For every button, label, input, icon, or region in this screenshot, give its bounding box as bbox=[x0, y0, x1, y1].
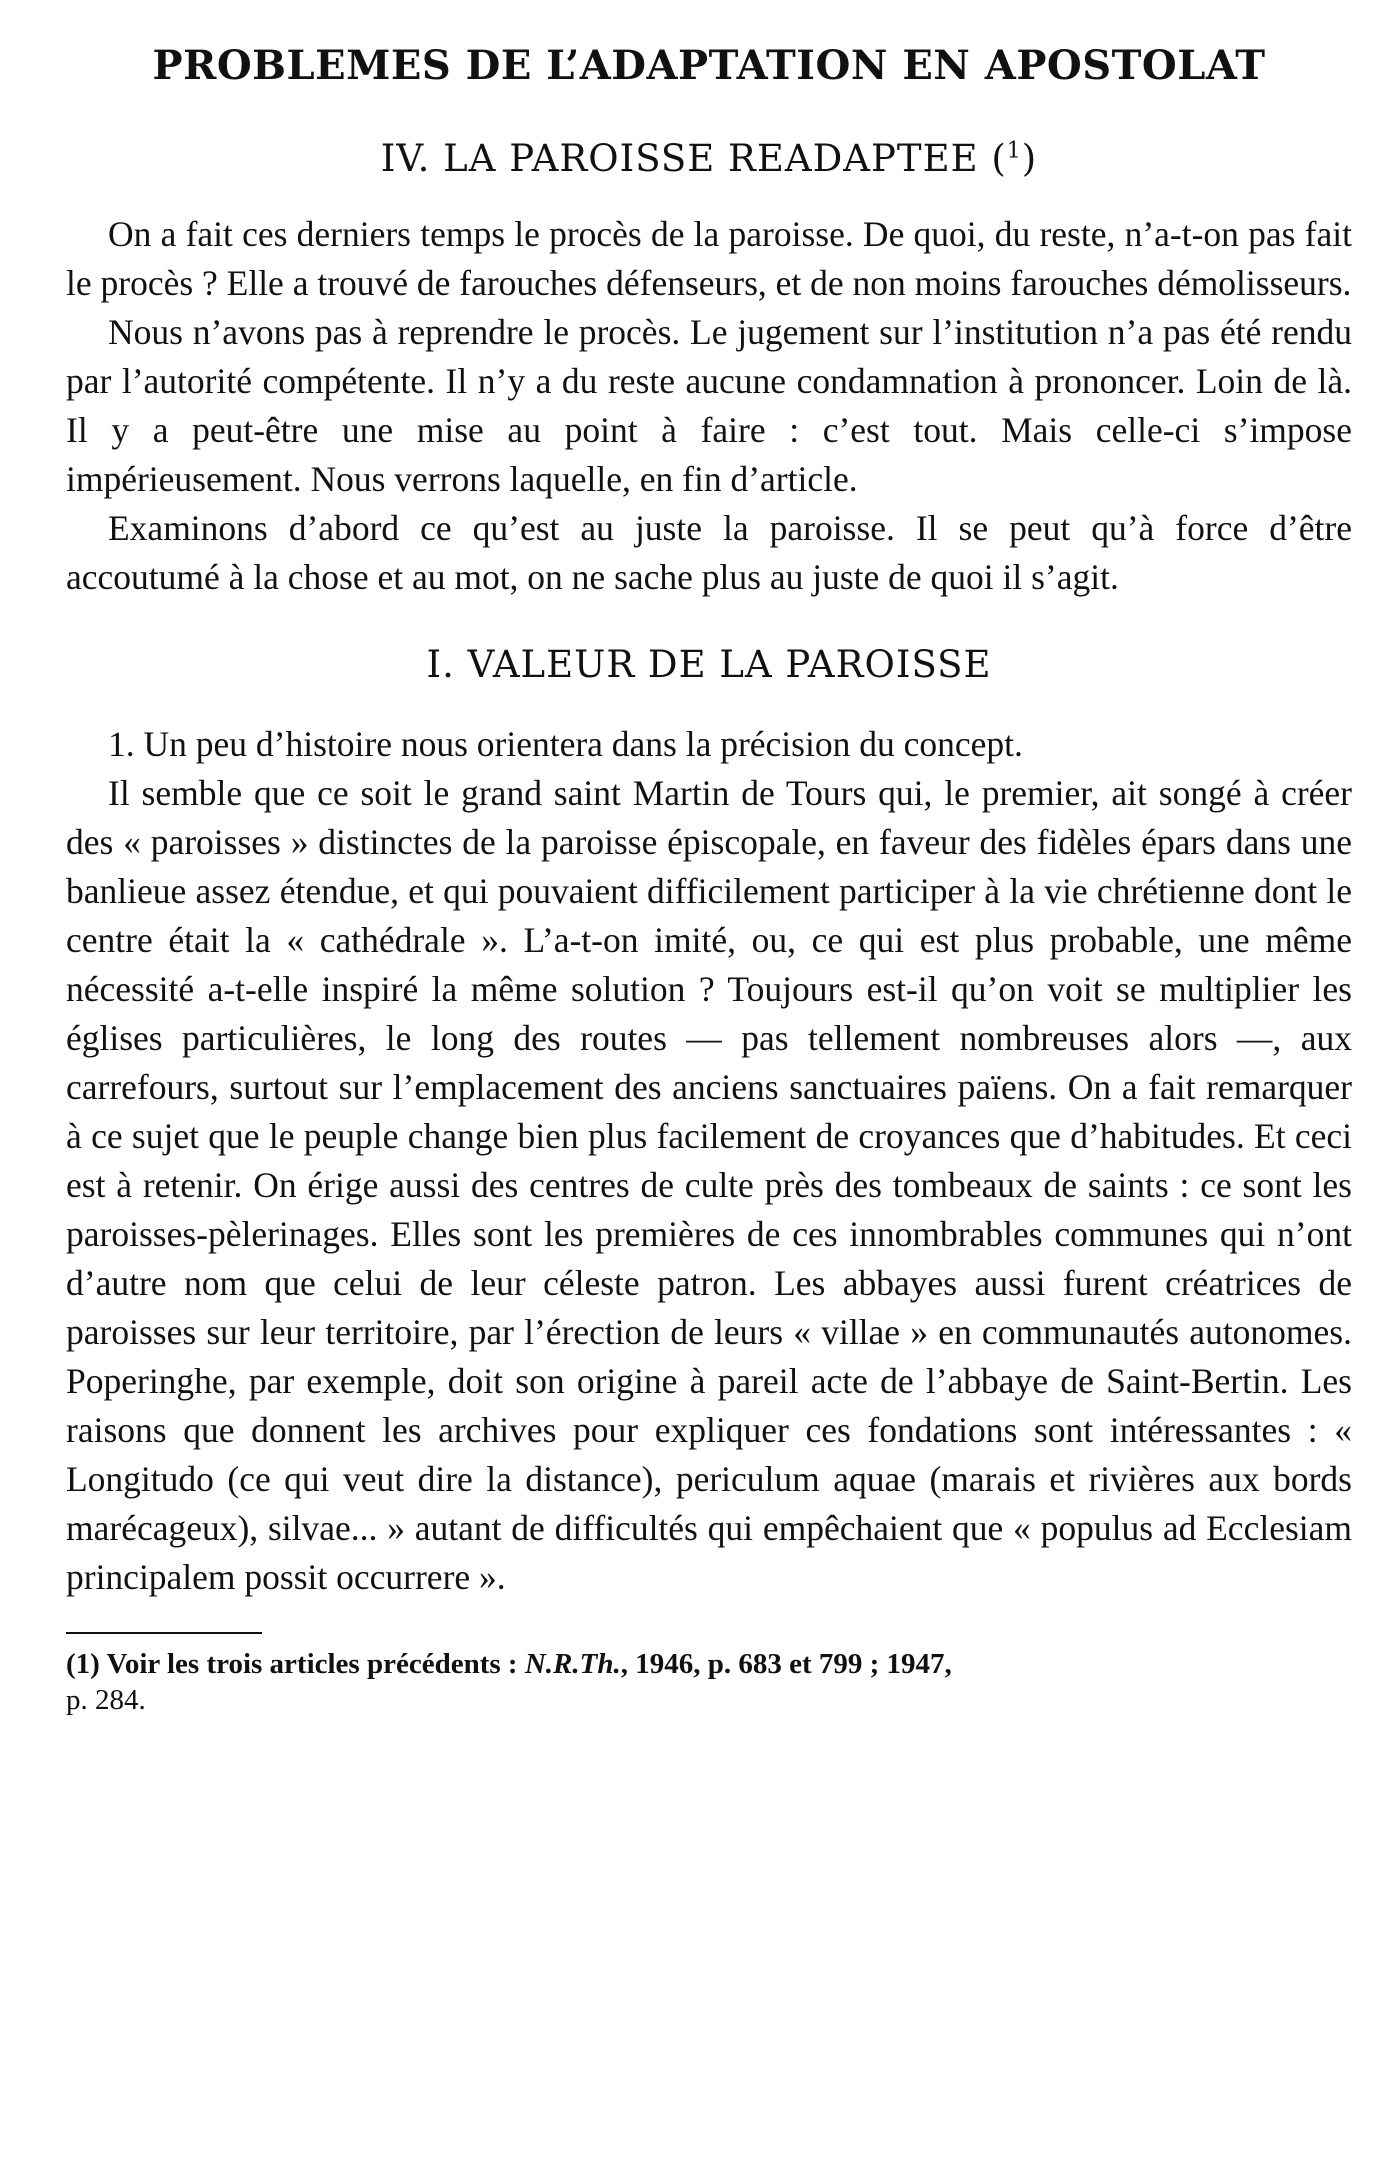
footnote-divider bbox=[66, 1632, 262, 1634]
section-heading: I. VALEUR DE LA PAROISSE bbox=[426, 643, 992, 686]
footnote-journal: N.R.Th. bbox=[524, 1648, 621, 1680]
intro-paragraph: Nous n’avons pas à reprendre le procès. Le jugement sur l’institution n’a pas été rendu par l’autorité compétente. Il n’y a du reste aucune condamnation à prononcer. Loin de là. Il y a peut-être une mise au point à faire : c’est tout. Mais celle-ci s’impose impérieusement. Nous verrons laquelle, en fin d’article. bbox=[66, 312, 1352, 499]
intro-paragraph: Examinons d’abord ce qu’est au juste la paroisse. Il se peut qu’à force d’être accoutumé à la chose et au mot, on ne sache plus au juste de quoi il s’agit. bbox=[66, 508, 1352, 597]
footnote-reference[interactable]: 1 bbox=[1006, 138, 1022, 164]
article-heading bbox=[66, 134, 1352, 184]
running-title: PROBLEMES DE L’ADAPTATION EN APOSTOLAT bbox=[152, 42, 1266, 89]
footnote-lead: (1) Voir les trois articles précédents : bbox=[66, 1648, 525, 1680]
document-page bbox=[66, 40, 1352, 1718]
article-heading-text: IV. LA PAROISSE READAPTEE ( bbox=[380, 137, 1007, 180]
section-paragraph: Il semble que ce soit le grand saint Martin de Tours qui, le premier, ait songé à créer des « paroisses » distinctes de la paroisse épiscopale, en faveur des fidèles épars dans une banlieue assez étendue, et qui pouvaient difficilement participer à la vie chrétienne dont le centre était la « cathédrale ». L’a-t-on imité, ou, ce qui est plus probable, une même nécessité a-t-elle inspiré la même solution ? Toujours est-il qu’on voit se multiplier les églises particulières, le long des routes — pas tellement nombreuses alors —, aux carrefours, surtout sur l’emplacement des anciens sanctuaires païens. On a fait remarquer à ce sujet que le peuple change bien plus facilement de croyances que d’habitudes. Et ceci est à retenir. On érige aussi des centres de culte près des tombeaux de saints : ce sont les paroisses-pèlerinages. Elles sont les premières de ces innombrables communes qui n’ont d’autre nom que celui de leur céleste patron. Les abbayes aussi furent créatrices de paroisses sur leur territoire, par l’érection de leurs « villae » en communautés autonomes. Poperinghe, par exemple, doit son origine à pareil acte de l’abbaye de Saint-Bertin. Les raisons que donnent les archives pour expliquer ces fondations sont intéressantes : « Longitudo (ce qui veut dire la distance), periculum aquae (marais et rivières aux bords marécageux), silvae... » autant de difficultés qui empêchaient que « populus ad Ecclesiam principalem possit occurrere ». bbox=[66, 773, 1352, 1597]
intro-paragraph: On a fait ces derniers temps le procès de la paroisse. De quoi, du reste, n’a-t-on pas fait le procès ? Elle a trouvé de farouches défenseurs, et de non moins farouches démolisseurs. bbox=[66, 214, 1352, 303]
footnote-pages: p. 284. bbox=[66, 1684, 146, 1716]
footnote-rest: , 1946, p. 683 et 799 ; 1947, bbox=[620, 1648, 952, 1680]
article-heading-close: ) bbox=[1021, 137, 1038, 180]
section-paragraph: 1. Un peu d’histoire nous orientera dans la précision du concept. bbox=[108, 724, 1023, 764]
footnote bbox=[66, 1646, 1352, 1718]
